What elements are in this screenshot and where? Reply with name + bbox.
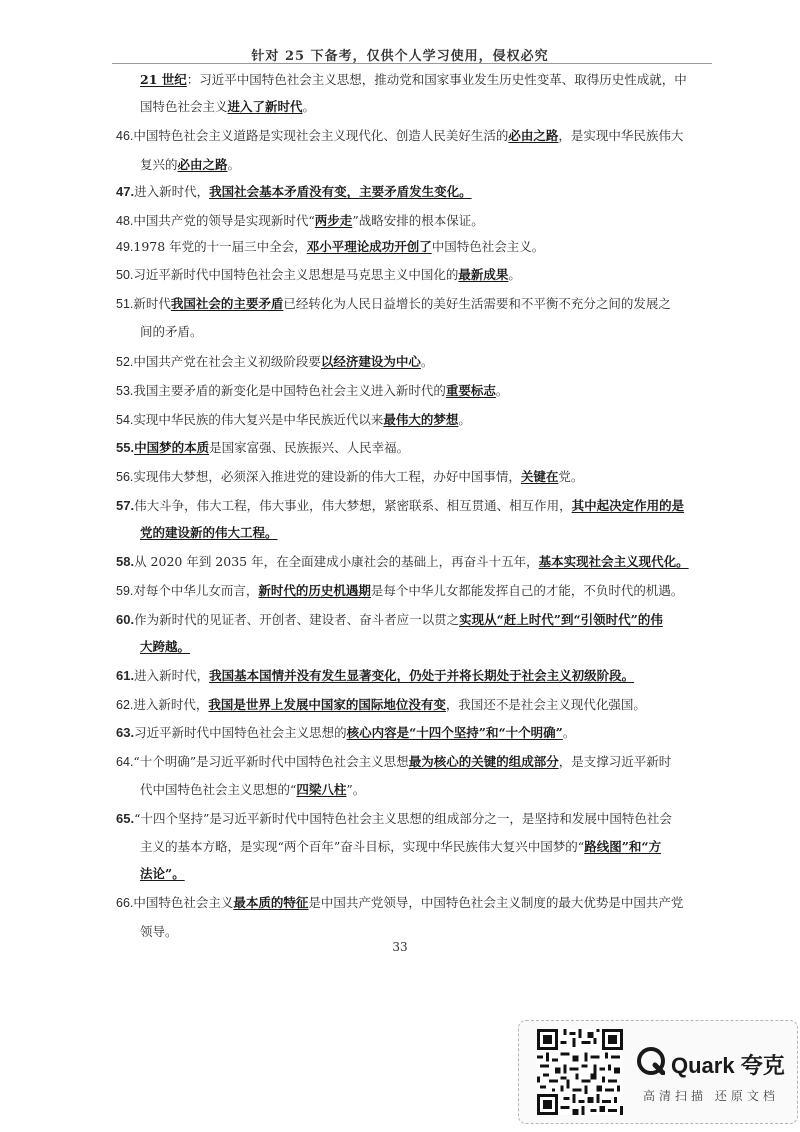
- text-run: 习近平新时代中国特色社会主义思想的: [134, 725, 347, 740]
- quark-brand-name: Quark 夸克: [671, 1053, 785, 1078]
- page-number: 33: [392, 940, 408, 954]
- key-phrase: 基本实现社会主义现代化。: [538, 554, 689, 569]
- text-run: ”战略安排的根本保证。: [352, 213, 484, 228]
- item-number: 57.: [116, 498, 135, 513]
- item-49-line-1: [116, 239, 544, 255]
- text-run: 。: [458, 412, 471, 427]
- key-phrase: 最伟大的梦想: [383, 412, 459, 427]
- text-run: ：习近平中国特色社会主义思想，推动党和国家事业发生历史性变革、取得历史性成就，中: [186, 72, 687, 87]
- header-divider: [112, 63, 712, 64]
- text-run: 是国家富强、民族振兴、人民幸福。: [209, 440, 410, 455]
- key-phrase: 我国社会基本矛盾没有变，主要矛盾发生变化。: [209, 184, 472, 199]
- key-phrase: 其中起决定作用的是: [571, 498, 685, 513]
- key-phrase: 必由之路: [177, 157, 228, 172]
- key-phrase: 新时代的历史机遇期: [258, 583, 371, 598]
- item-number: 65.: [116, 811, 135, 826]
- key-phrase: 法论”。: [140, 866, 185, 881]
- item-51-line-2: [140, 324, 203, 340]
- text-run: 。: [420, 354, 434, 369]
- item-60-line-2: [140, 639, 190, 655]
- text-run: ，我国还不是社会主义现代化强国。: [445, 697, 646, 712]
- item-number: 54.: [116, 413, 134, 427]
- key-phrase: 关键在: [520, 469, 559, 484]
- text-run: 实现伟大梦想，必须深入推进党的建设新的伟大工程，办好中国事情，: [133, 469, 521, 484]
- quark-watermark: [518, 1020, 798, 1124]
- text-run: 进入新时代，: [133, 697, 209, 712]
- item-number: 53.: [116, 384, 134, 398]
- item-62-line-1: [116, 697, 646, 713]
- text-run: 主义的基本方略，是实现“两个百年”奋斗目标，实现中华民族伟大复兴中国梦的“: [140, 839, 585, 854]
- item-number: 60.: [116, 612, 135, 627]
- key-phrase: 最新成果: [458, 267, 509, 282]
- item-21-line-1: [140, 72, 687, 88]
- text-run: 中国共产党的领导是实现新时代“: [133, 213, 315, 228]
- key-phrase: 我国基本国情并没有发生显著变化，仍处于并将长期处于社会主义初级阶段。: [209, 668, 635, 683]
- item-61-line-1: [116, 668, 634, 684]
- text-run: 间的矛盾。: [140, 324, 203, 339]
- text-run: 新时代: [133, 296, 171, 311]
- item-54-line-1: [116, 412, 471, 428]
- text-run: 中国特色社会主义。: [431, 239, 545, 254]
- item-65-line-1: [116, 811, 672, 827]
- text-run: 中国特色社会主义: [133, 895, 234, 910]
- quark-tagline: 高清扫描 还原文档: [643, 1089, 779, 1103]
- item-number: 48.: [116, 214, 134, 228]
- text-run: 我国主要矛盾的新变化是中国特色社会主义进入新时代的: [133, 383, 446, 398]
- item-number: 49.: [116, 240, 134, 254]
- text-run: 。: [508, 267, 521, 282]
- key-phrase: 党的建设新的伟大工程。: [140, 525, 278, 540]
- item-56-line-1: [116, 469, 583, 485]
- item-51-line-1: [116, 296, 671, 312]
- item-47-line-1: [116, 184, 472, 200]
- key-phrase: 邓小平理论成功开创了: [306, 239, 432, 254]
- item-64-line-1: [116, 754, 671, 770]
- key-phrase: 必由之路: [508, 128, 559, 143]
- item-50-line-1: [116, 267, 521, 283]
- item-number: 47.: [116, 184, 135, 199]
- text-run: 。: [562, 725, 576, 740]
- key-phrase: 21 世纪: [140, 72, 187, 87]
- item-59-line-1: [116, 583, 683, 599]
- item-number: 66.: [116, 896, 134, 910]
- item-55-line-1: [116, 440, 409, 456]
- key-phrase: 以经济建设为中心: [320, 354, 421, 369]
- text-run: ”。: [346, 782, 366, 797]
- text-run: 。: [495, 383, 509, 398]
- item-number: 59.: [116, 584, 134, 598]
- text-run: 中国共产党在社会主义初级阶段要: [133, 354, 321, 369]
- quark-logo-icon: [637, 1047, 665, 1075]
- key-phrase: 最本质的特征: [233, 895, 309, 910]
- key-phrase: 我国社会的主要矛盾: [170, 296, 284, 311]
- key-phrase: 两步走: [314, 213, 353, 228]
- item-52-line-1: [116, 354, 433, 370]
- item-58-line-1: [116, 554, 689, 570]
- key-phrase: 实现从“赶上时代”到“引领时代”的伟: [459, 612, 663, 627]
- item-64-line-2: [140, 782, 365, 798]
- item-number: 63.: [116, 725, 135, 740]
- item-number: 46.: [116, 129, 134, 143]
- item-number: 61.: [116, 668, 135, 683]
- key-phrase: 进入了新时代: [227, 99, 303, 114]
- item-53-line-1: [116, 383, 508, 399]
- text-run: 伟大斗争，伟大工程，伟大事业，伟大梦想，紧密联系、相互贯通、相互作用，: [134, 498, 572, 513]
- item-60-line-1: [116, 612, 663, 628]
- key-phrase: 我国是世界上发展中国家的国际地位没有变: [208, 697, 446, 712]
- item-57-line-1: [116, 498, 684, 514]
- item-number: 58.: [116, 554, 135, 569]
- text-run: 进入新时代，: [134, 668, 210, 683]
- text-run: 已经转化为人民日益增长的美好生活需要和不平衡不充分之间的发展之: [283, 296, 671, 311]
- text-run: “十个明确”是习近平新时代中国特色社会主义思想: [133, 754, 409, 769]
- key-phrase: 重要标志: [445, 383, 496, 398]
- item-66-line-2: [140, 924, 178, 940]
- item-65-line-2: [140, 839, 661, 855]
- item-number: 52.: [116, 355, 134, 369]
- item-number: 62.: [116, 698, 134, 712]
- text-run: 1978 年党的十一届三中全会，: [133, 239, 307, 254]
- item-46-line-2: [140, 157, 240, 173]
- qr-code-icon: [537, 1029, 623, 1115]
- key-phrase: 路线图”和“方: [584, 839, 662, 854]
- text-run: 对每个中华儿女而言，: [133, 583, 259, 598]
- text-run: 习近平新时代中国特色社会主义思想是马克思主义中国化的: [133, 267, 459, 282]
- text-run: 复兴的: [140, 157, 178, 172]
- text-run: 。: [302, 99, 316, 114]
- text-run: 领导。: [140, 924, 178, 939]
- item-number: 50.: [116, 268, 134, 282]
- item-number: 55.: [116, 440, 135, 455]
- item-number: 51.: [116, 297, 134, 311]
- item-46-line-1: [116, 128, 683, 144]
- key-phrase: 四梁八柱: [296, 782, 347, 797]
- text-run: 中国特色社会主义道路是实现社会主义现代化、创造人民美好生活的: [133, 128, 509, 143]
- text-run: 代中国特色社会主义思想的“: [140, 782, 297, 797]
- item-66-line-1: [116, 895, 683, 911]
- text-run: ，是实现中华民族伟大: [558, 128, 684, 143]
- text-run: ，是支撑习近平新时: [558, 754, 672, 769]
- text-run: “十四个坚持”是习近平新时代中国特色社会主义思想的组成部分之一，是坚持和发展中国特色社会: [134, 811, 672, 826]
- key-phrase: 大跨越。: [140, 639, 191, 654]
- text-run: 进入新时代，: [134, 184, 210, 199]
- item-63-line-1: [116, 725, 575, 741]
- key-phrase: 最为核心的关键的组成部分: [408, 754, 559, 769]
- key-phrase: 核心内容是“十四个坚持”和“十个明确”: [346, 725, 563, 740]
- text-run: 是每个中华儿女都能发挥自己的才能，不负时代的机遇。: [370, 583, 684, 598]
- page-header: 针对 25 下备考，仅供个人学习使用，侵权必究: [251, 49, 549, 64]
- item-48-line-1: [116, 213, 484, 229]
- item-number: 64.: [116, 755, 134, 769]
- key-phrase: 中国梦的本质: [134, 440, 210, 455]
- item-number: 56.: [116, 470, 134, 484]
- text-run: 实现中华民族的伟大复兴是中华民族近代以来: [133, 412, 384, 427]
- text-run: 从 2020 年到 2035 年，在全面建成小康社会的基础上，再奋斗十五年，: [134, 554, 539, 569]
- text-run: 。: [227, 157, 241, 172]
- text-run: 党。: [558, 469, 584, 484]
- text-run: 作为新时代的见证者、开创者、建设者、奋斗者应一以贯之: [134, 612, 460, 627]
- item-65-line-3: [140, 866, 185, 882]
- item-57-line-2: [140, 525, 278, 541]
- text-run: 国特色社会主义: [140, 99, 228, 114]
- text-run: 是中国共产党领导，中国特色社会主义制度的最大优势是中国共产党: [308, 895, 684, 910]
- item-21-line-2: [140, 99, 315, 115]
